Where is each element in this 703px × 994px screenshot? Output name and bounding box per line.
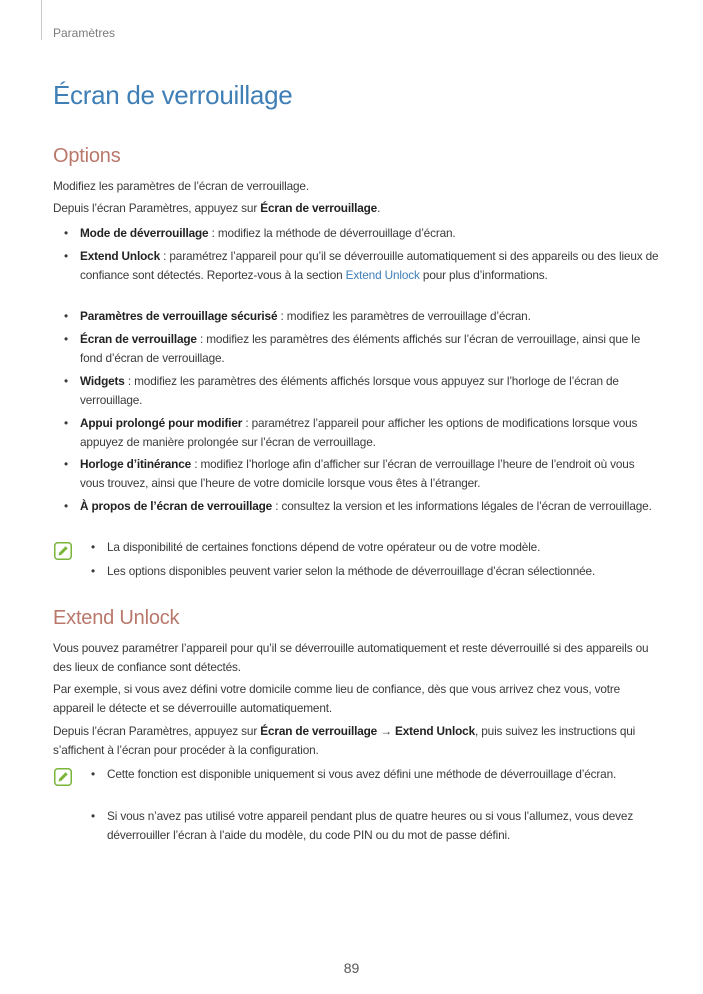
note-item: • La disponibilité de certaines fonctions dépend de votre opérateur ou de votre modèle. xyxy=(107,538,652,557)
header-divider xyxy=(41,0,42,40)
list-item: • À propos de l’écran de verrouillage : consultez la version et les informations légales de l’écran de verrouillage. xyxy=(80,497,660,516)
list-item: • Appui prolongé pour modifier : paramétrez l’appareil pour afficher les options de modifications lorsque vous appuyez de manière prolongée sur l’écran de verrouillage. xyxy=(80,414,660,452)
extend-unlock-link[interactable]: Extend Unlock xyxy=(345,268,420,282)
options-intro: Modifiez les paramètres de l’écran de verrouillage. xyxy=(53,179,309,193)
extend-paragraph: Par exemple, si vous avez défini votre domicile comme lieu de confiance, dès que vous arrivez chez vous, votre appareil le détecte et se déverrouille automatiquement. xyxy=(53,682,621,715)
list-item: • Mode de déverrouillage : modifiez la méthode de déverrouillage d’écran. xyxy=(80,224,660,243)
list-item: • Horloge d’itinérance : modifiez l’horloge afin d’afficher sur l’écran de verrouillage l’heure de l’endroit où vous vous trouvez, ainsi que l’heure de votre domicile lorsque vous êtes à l’étranger. xyxy=(80,455,660,493)
note-pencil-icon xyxy=(54,768,72,786)
list-item: • Écran de verrouillage : modifiez les paramètres des éléments affichés sur l’écran de verrouillage, ainsi que le fond d’écran de verrouillage. xyxy=(80,330,660,368)
section-title-extend-unlock: Extend Unlock xyxy=(53,607,180,629)
extend-instruction: Depuis l’écran Paramètres, appuyez sur Écran de verrouillage → Extend Unlock, puis suivez les instructions qui s’affichent à l’écran pour procéder à la configuration. xyxy=(53,724,636,757)
options-instruction: Depuis l’écran Paramètres, appuyez sur Écran de verrouillage. xyxy=(53,201,381,215)
list-item: • Paramètres de verrouillage sécurisé : modifiez les paramètres de verrouillage d’écran. xyxy=(80,307,660,326)
note-pencil-icon xyxy=(54,542,72,560)
breadcrumb: Paramètres xyxy=(53,26,116,40)
list-item: • Widgets : modifiez les paramètres des éléments affichés lorsque vous appuyez sur l’horloge de l’écran de verrouillage. xyxy=(80,372,660,410)
note-item: • Cette fonction est disponible uniquement si vous avez défini une méthode de déverrouillage d’écran. xyxy=(107,765,652,784)
note-item: • Si vous n’avez pas utilisé votre appareil pendant plus de quatre heures ou si vous l’allumez, vous devez déverrouiller l’écran à l’aide du modèle, du code PIN ou du mot de passe défini. xyxy=(107,807,652,845)
page-number: 89 xyxy=(343,960,360,976)
page-title: Écran de verrouillage xyxy=(53,80,293,110)
list-item: • Extend Unlock : paramétrez l’appareil pour qu’il se déverrouille automatiquement si des appareils ou des lieux de confiance sont détectés. Reportez-vous à la section Extend Unlock pour plus d’informations. xyxy=(80,247,660,285)
section-title-options: Options xyxy=(53,145,121,167)
extend-paragraph: Vous pouvez paramétrer l’appareil pour qu’il se déverrouille automatiquement et reste déverrouillé si des appareils ou des lieux de confiance sont détectés. xyxy=(53,641,649,674)
note-item: • Les options disponibles peuvent varier selon la méthode de déverrouillage d’écran sélectionnée. xyxy=(107,562,652,581)
